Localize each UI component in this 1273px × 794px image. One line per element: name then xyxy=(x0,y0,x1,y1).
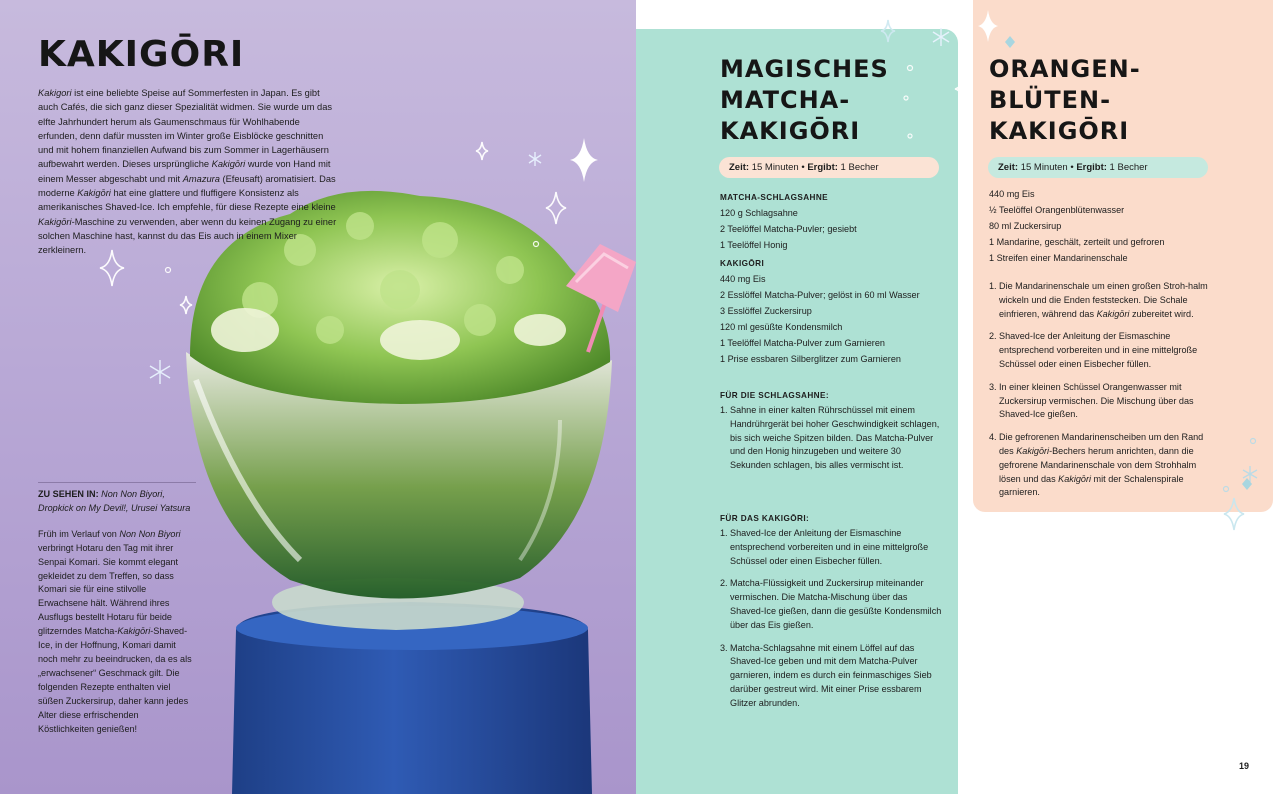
seen-in-sidebar xyxy=(38,488,196,748)
step-item: 4. Die gefrorenen Mandarinenscheiben um den Rand des Kakigōri-Bechers herum anrichten, dann die gefrorene Mandarinenschale von dem Strohhalm lösen und das Kakigōri mit der Schalenspirale garnieren. xyxy=(989,432,1204,498)
step-item: 3. In einer kleinen Schüssel Orangenwasser mit Zuckersirup vermischen. Die Mischung über das Shaved-Ice gießen. xyxy=(989,381,1194,420)
orange-meta-pill xyxy=(988,157,1208,178)
ice-heading: KAKIGŌRI xyxy=(720,259,765,268)
orange-ingredients xyxy=(989,186,1219,266)
time-value: 15 Minuten • xyxy=(1018,162,1077,173)
ingredient-item: 2 Teelöffel Matcha-Puvler; gesiebt xyxy=(720,224,857,234)
ice-step-list xyxy=(720,527,942,711)
title-line: MATCHA- xyxy=(720,86,851,114)
cream-steps-heading: FÜR DIE SCHLAGSAHNE: xyxy=(720,391,829,400)
matcha-recipe-title xyxy=(720,54,889,147)
yield-value: 1 Becher xyxy=(837,162,879,173)
orange-method xyxy=(989,280,1211,509)
seen-in-label: ZU SEHEN IN: xyxy=(38,489,99,499)
ingredient-item: 80 ml Zuckersirup xyxy=(989,221,1062,231)
title-line: KAKIGŌRI xyxy=(989,117,1130,145)
ingredient-item: 1 Prise essbaren Silberglitzer zum Garnieren xyxy=(720,354,901,364)
ingredient-item: 120 g Schlagsahne xyxy=(720,208,798,218)
ingredient-item: 1 Teelöffel Matcha-Pulver zum Garnieren xyxy=(720,338,885,348)
step-item: 1. Sahne in einer kalten Rührschüssel mit einem Handrührgerät bei hoher Geschwindigkeit schlagen, bis sich weiche Spitzen bilden. Das Matcha-Pulver und den Honig hinzugeben und weitere 30 Sekunden schlagen, bis alles vermischt ist. xyxy=(720,405,940,471)
page-number: 19 xyxy=(1239,761,1250,771)
ingredient-item: 440 mg Eis xyxy=(720,274,766,284)
ingredient-item: 440 mg Eis xyxy=(989,189,1035,199)
matcha-ice-method xyxy=(720,512,942,720)
ingredient-item: 120 ml gesüßte Kondensmilch xyxy=(720,322,843,332)
orange-recipe-title xyxy=(989,54,1141,147)
left-page xyxy=(0,0,636,794)
ingredient-item: ½ Teelöffel Orangenblütenwasser xyxy=(989,205,1125,215)
time-label: Zeit: xyxy=(998,162,1019,173)
orange-step-list xyxy=(989,280,1211,500)
orange-ingredient-list xyxy=(989,186,1219,266)
yield-label: Ergibt: xyxy=(1076,162,1107,173)
title-line: BLÜTEN- xyxy=(989,86,1112,114)
yield-label: Ergibt: xyxy=(807,162,838,173)
seen-in-titles: Non Non Biyori, Dropkick on My Devil!, Urusei Yatsura xyxy=(38,489,191,513)
time-value: 15 Minuten • xyxy=(749,162,808,173)
ice-steps-heading: FÜR DAS KAKIGŌRI: xyxy=(720,514,810,523)
time-label: Zeit: xyxy=(729,162,750,173)
ingredient-item: 2 Esslöffel Matcha-Pulver; gelöst in 60 ml Wasser xyxy=(720,290,920,300)
page-title: KAKIGŌRI xyxy=(38,34,245,75)
step-item: 2. Matcha-Flüssigkeit und Zuckersirup miteinander vermischen. Die Matcha-Mischung über das Shaved-Ice gießen, dann die gesüßte Kondensmilch über das Eis gießen. xyxy=(720,578,942,630)
ingredient-item: 1 Teelöffel Honig xyxy=(720,240,788,250)
cream-heading: MATCHA-SCHLAGSAHNE xyxy=(720,193,829,202)
cream-step-list xyxy=(720,404,942,473)
ingredient-item: 3 Esslöffel Zuckersirup xyxy=(720,306,812,316)
step-item: 2. Shaved-Ice der Anleitung der Eismaschine entsprechend vorbereiten und in eine mittelgroße Schüssel oder einen Eisbecher füllen. xyxy=(989,331,1198,369)
title-line: ORANGEN- xyxy=(989,55,1141,83)
matcha-cream-method xyxy=(720,389,942,482)
divider xyxy=(38,482,196,483)
step-item: 3. Matcha-Schlagsahne mit einem Löffel auf das Shaved-Ice geben und mit dem Matcha-Pulver garnieren, indem es durch ein feinmaschiges Sieb darüber gestreut wird. Mit einer Prise essbarem Glitzer abrunden. xyxy=(720,642,932,708)
yield-value: 1 Becher xyxy=(1106,162,1148,173)
intro-paragraph: Kakigori ist eine beliebte Speise auf Sommerfesten in Japan. Es gibt auch Cafés, die sich ganz dieser Spezialität widmen. Sie wurde um das elfte Jahrhundert herum als Gaumenschmaus für Wohlhabende erfunden, denn dafür mussten im Winter große Eisblöcke geschnitten und mit hohem finanziellen Aufwand bis zum Sommer in Lagerhäusern aufbewahrt werden. Dieses ursprüngliche Kakigōri wurde von Hand mit einem Messer abgeschabt und mit Amazura (Efeusaft) aromatisiert. Das moderne Kakigōri hat eine glattere und fluffigere Konsistenz als amerikanisches Shaved-Ice. Ich empfehle, für diese Rezepte eine kleine Kakigōri-Maschine zu verwenden, aber wenn du keinen Zugang zu einer solchen Maschine hast, kannst du das Eis auch in einem Mixer zerkleinern. xyxy=(38,88,337,256)
title-line: KAKIGŌRI xyxy=(720,117,861,145)
step-item: 1. Shaved-Ice der Anleitung der Eismaschine entsprechend vorbereiten und in eine mittelgroße Schüssel oder einen Eisbecher füllen. xyxy=(720,528,929,566)
matcha-ingredients xyxy=(720,191,945,367)
cream-ingredient-list xyxy=(720,205,945,253)
story-paragraph: Früh im Verlauf von Non Non Biyori verbringt Hotaru den Tag mit ihrer Senpai Komari. Sie kommt elegant gekleidet zu dem Treffen, so dass Komari sie für eine stilvolle Erwachsene hält. Während ihres Ausflugs bestellt Hotaru für beide glitzerndes Matcha-Kakigōri-Shaved-Ice, in der Hoffnung, Komari damit noch mehr zu beeindrucken, da es als „erwachsener“ Geschmack gilt. Die folgenden Rezepte enthalten viel süßen Zuckersirup, daher kann jedes Alter diese erfrischenden Köstlichkeiten genießen! xyxy=(38,528,192,734)
ice-ingredient-list xyxy=(720,271,945,367)
ingredient-item: 1 Streifen einer Mandarinenschale xyxy=(989,253,1128,263)
title-line: MAGISCHES xyxy=(720,55,889,83)
ingredient-item: 1 Mandarine, geschält, zerteilt und gefroren xyxy=(989,237,1165,247)
step-item: 1. Die Mandarinenschale um einen großen Stroh-halm wickeln und die Enden feststecken. Die Schale einfrieren, während das Kakigōri zubereitet wird. xyxy=(989,281,1208,319)
matcha-meta-pill xyxy=(719,157,939,178)
